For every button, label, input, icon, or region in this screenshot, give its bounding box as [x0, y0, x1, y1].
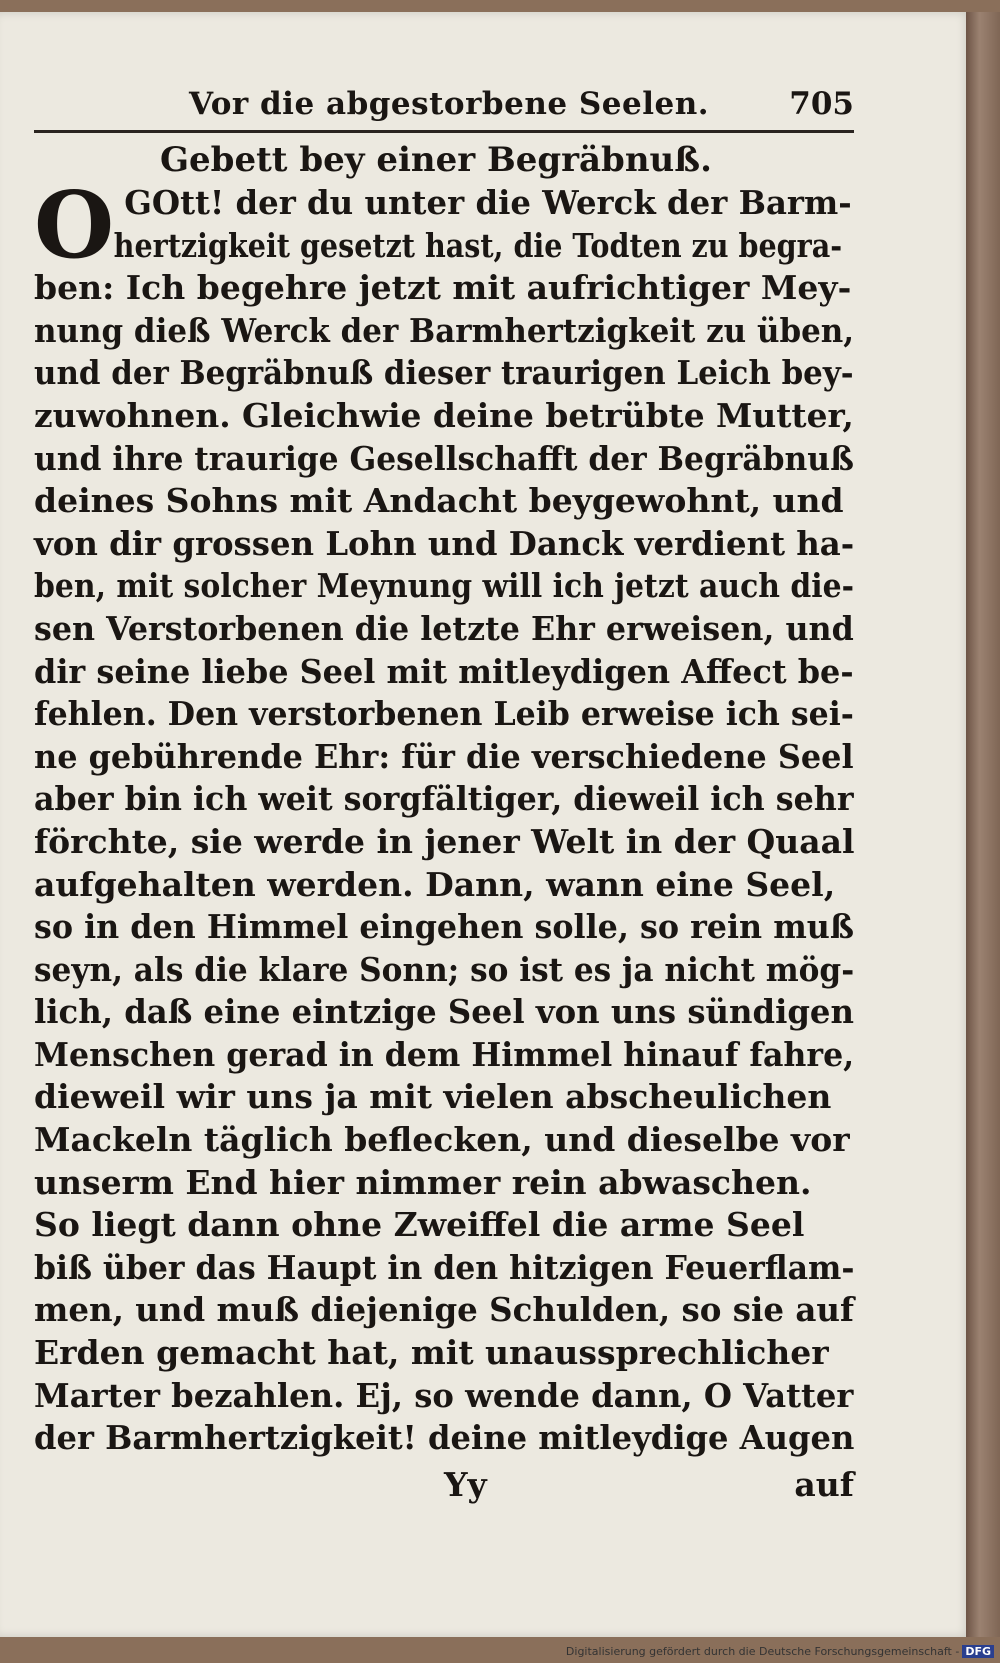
text-line: ben, mit solcher Meynung will ich jetzt auch die-: [34, 566, 855, 606]
page-number: 705: [789, 86, 854, 122]
text-line: und der Begräbnuß dieser traurigen Leich bey-: [34, 353, 854, 393]
text-line: der Barmhertzigkeit! deine mitleydige Augen: [34, 1418, 855, 1458]
credit-text: Digitalisierung gefördert durch die Deutsche Forschungsgemeinschaft -: [565, 1645, 960, 1658]
text-line: aber bin ich weit sorgfältiger, dieweil ich sehr: [34, 779, 854, 819]
text-line: hertzigkeit gesetzt hast, die Todten zu begra-: [113, 225, 843, 265]
text-line: unserm End hier nimmer rein abwaschen.: [34, 1162, 812, 1202]
text-line: men, und muß diejenige Schulden, so sie auf: [34, 1290, 854, 1330]
text-line: Marter bezahlen. Ej, so wende dann, O Vatter: [34, 1375, 854, 1415]
text-line: Mackeln täglich beflecken, und dieselbe vor: [34, 1120, 850, 1160]
text-line: nung dieß Werck der Barmhertzigkeit zu üben,: [34, 310, 855, 350]
text-line: Menschen gerad in dem Himmel hinauf fahre,: [34, 1034, 855, 1074]
text-line: fehlen. Den verstorbenen Leib erweise ich sei-: [34, 694, 854, 734]
text-line: so in den Himmel eingehen solle, so rein muß: [34, 907, 854, 947]
section-title: Gebett bey einer Begräbnuß.: [160, 140, 712, 180]
text-line: GOtt! der du unter die Werck der Barm-: [124, 183, 852, 222]
digitization-credit: [566, 1645, 994, 1658]
text-line: Erden gemacht hat, mit unaussprechlicher: [34, 1333, 829, 1373]
catchword: auf: [794, 1465, 854, 1504]
text-line: förchte, sie werde in jener Welt in der Quaal: [34, 821, 855, 861]
text-line: lich, daß eine eintzige Seel von uns sündigen: [34, 992, 854, 1032]
text-line: ne gebührende Ehr: für die verschiedene Seel: [34, 736, 854, 776]
header-rule: [34, 130, 854, 133]
text-line: und ihre traurige Gesellschafft der Begräbnuß: [34, 438, 854, 478]
text-line: biß über das Haupt in den hitzigen Feuerflam-: [34, 1247, 855, 1287]
signature-mark: Yy: [444, 1465, 487, 1504]
page-header: [34, 86, 854, 136]
text-line: deines Sohns mit Andacht beygewohnt, und: [34, 481, 844, 521]
text-line: aufgehalten werden. Dann, wann eine Seel,: [34, 864, 836, 904]
running-head: Vor die abgestorbene Seelen.: [189, 86, 710, 122]
text-line: von dir grossen Lohn und Danck verdient ha-: [34, 523, 855, 563]
body-text: [34, 171, 855, 1460]
text-line: sen Verstorbenen die letzte Ehr erweisen, und: [34, 608, 854, 648]
drop-cap: O: [34, 171, 115, 279]
page-edge: [966, 12, 1000, 1637]
text-line: dir seine liebe Seel mit mitleydigen Affect be-: [34, 651, 854, 691]
text-line: So liegt dann ohne Zweiffel die arme Seel: [34, 1205, 805, 1245]
text-line: zuwohnen. Gleichwie deine betrübte Mutter,: [34, 395, 854, 435]
text-line: seyn, als die klare Sonn; so ist es ja nicht mög-: [34, 949, 855, 989]
text-line: ben: Ich begehre jetzt mit aufrichtiger Mey-: [34, 268, 852, 308]
text-line: dieweil wir uns ja mit vielen abscheulichen: [34, 1077, 832, 1117]
dfg-logo: DFG: [962, 1645, 994, 1658]
page-footer: [34, 1465, 854, 1509]
